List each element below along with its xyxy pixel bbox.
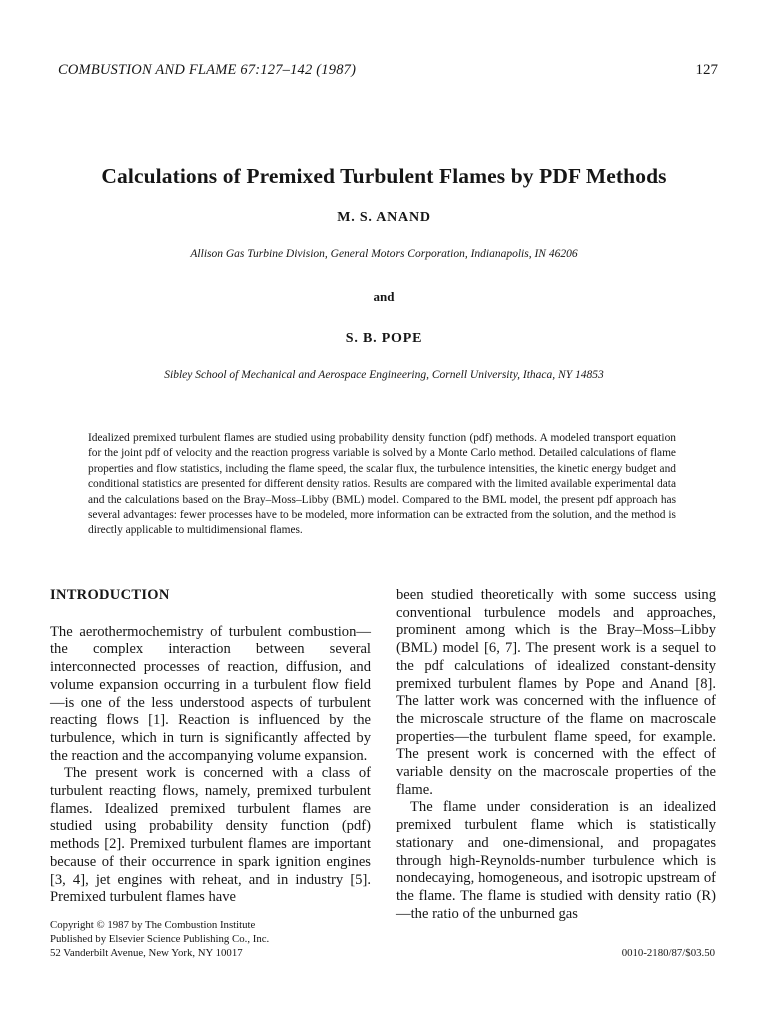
author-1: M. S. ANAND	[337, 210, 431, 225]
running-head: COMBUSTION AND FLAME 67:127–142 (1987)	[58, 62, 357, 78]
intro-paragraph-1: The aerothermochemistry of turbulent combustion—the complex interaction between several interconnected processes of reaction, diffusion, and volume expansion occurring in a turbulent flow field—is one of the less understood aspects of turbulent reacting flows [1]. Reaction is influenced by the turbulence, which in turn is significantly affected by the reaction and the accompanying volume expansion.	[50, 623, 371, 764]
intro-paragraph-4: The flame under consideration is an idealized premixed turbulent flame which is statistically stationary and one-dimensional, and propagates through high-Reynolds-number turbulence which is nondecaying, homogeneous, and isotropic upstream of the flame. The flame is studied with density ratio (R)—the ratio of the unburned gas	[396, 799, 716, 922]
publisher-line: Published by Elsevier Science Publishing Co., Inc.	[50, 933, 270, 946]
affiliation-1: Allison Gas Turbine Division, General Motors Corporation, Indianapolis, IN 46206	[190, 248, 578, 260]
issn-code: 0010-2180/87/$03.50	[621, 947, 715, 959]
intro-paragraph-2: The present work is concerned with a class of turbulent reacting flows, namely, premixed turbulent flames. Idealized premixed turbulent flames are studied using probability density function (pdf) methods [2]. Premixed turbulent flames are important because of their occurrence in spark ignition engines [3, 4], jet engines with reheat, and in industry [5]. Premixed turbulent flames have	[50, 765, 371, 906]
copyright-line: Copyright © 1987 by The Combustion Institute	[50, 919, 256, 931]
article-title: Calculations of Premixed Turbulent Flames by PDF Methods	[101, 164, 667, 188]
abstract: Idealized premixed turbulent flames are studied using probability density function (pdf) methods. A modeled transport equation for the joint pdf of velocity and the reaction progress variable is solved by a Monte Carlo method. Detailed calculations of flame properties and flow statistics, including the flame speed, the scalar flux, the turbulence intensities, the kinetic energy budget and conditional statistics are presented for different density ratios. Results are compared with the limited available experimental data and the calculations based on the Bray–Moss–Libby (BML) model. Compared to the BML model, the present pdf approach has several advantages: fewer processes have to be modeled, more information can be extracted from the solution, and the method is directly applicable to multidimensional flames.	[88, 432, 676, 537]
author-conjunction: and	[373, 289, 395, 304]
section-heading-introduction: INTRODUCTION	[50, 587, 170, 603]
left-column	[50, 587, 371, 907]
right-column	[396, 587, 716, 923]
affiliation-2: Sibley School of Mechanical and Aerospace Engineering, Cornell University, Ithaca, NY 14853	[164, 369, 604, 381]
publisher-address: 52 Vanderbilt Avenue, New York, NY 10017	[50, 947, 243, 960]
page-number: 127	[695, 62, 718, 78]
copyright-block	[50, 918, 269, 961]
intro-paragraph-3: been studied theoretically with some success using conventional turbulence models and approaches, prominent among which is the Bray–Moss–Libby (BML) model [6, 7]. The present work is a sequel to the pdf calculations of idealized constant-density premixed turbulent flames by Pope and Anand [8]. The latter work was concerned with the influence of the microscale structure of the flame on macroscale properties—the turbulent flame speed, for example. The present work is concerned with the effect of variable density on the macroscale properties of the flame.	[396, 587, 716, 798]
author-2: S. B. POPE	[345, 331, 423, 346]
